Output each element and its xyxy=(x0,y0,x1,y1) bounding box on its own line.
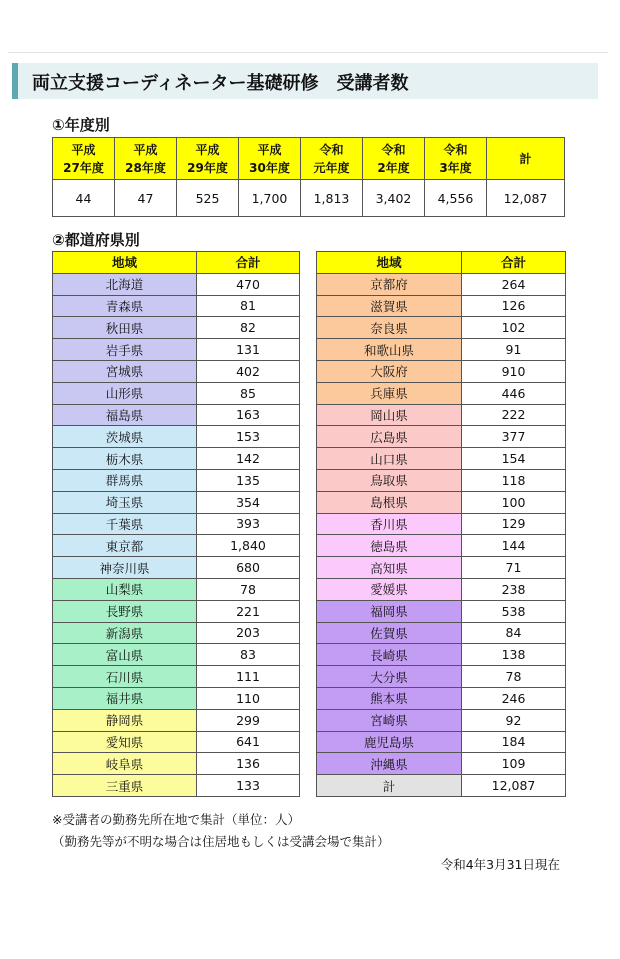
prefecture-name: 愛媛県 xyxy=(317,578,462,600)
prefecture-count: 264 xyxy=(462,273,566,295)
prefecture-name: 神奈川県 xyxy=(53,557,197,579)
prefecture-name: 香川県 xyxy=(317,513,462,535)
prefecture-name: 岐阜県 xyxy=(53,753,197,775)
prefecture-count: 91 xyxy=(462,339,566,361)
prefecture-count: 680 xyxy=(197,557,300,579)
prefecture-row xyxy=(53,469,300,491)
prefecture-count: 85 xyxy=(197,382,300,404)
note-unit: ※受講者の勤務先所在地で集計（単位：人） xyxy=(52,812,300,827)
prefecture-name: 和歌山県 xyxy=(317,339,462,361)
prefecture-row xyxy=(317,448,566,470)
prefecture-count: 299 xyxy=(197,709,300,731)
prefecture-count: 81 xyxy=(197,295,300,317)
prefecture-row xyxy=(317,622,566,644)
prefecture-table-left xyxy=(52,251,300,797)
prefecture-row xyxy=(317,382,566,404)
prefecture-row xyxy=(317,273,566,295)
prefecture-count: 153 xyxy=(197,426,300,448)
prefecture-name: 鳥取県 xyxy=(317,469,462,491)
page-title: 両立支援コーディネーター基礎研修 受講者数 xyxy=(32,73,409,94)
region-header: 地域 xyxy=(53,252,197,274)
prefecture-name: 愛知県 xyxy=(53,731,197,753)
prefecture-row xyxy=(317,317,566,339)
prefecture-count: 135 xyxy=(197,469,300,491)
prefecture-row xyxy=(53,382,300,404)
prefecture-count: 910 xyxy=(462,360,566,382)
prefecture-name: 熊本県 xyxy=(317,687,462,709)
prefecture-name: 岩手県 xyxy=(53,339,197,361)
prefecture-name: 長崎県 xyxy=(317,644,462,666)
prefecture-row xyxy=(53,557,300,579)
year-header-total: 計 xyxy=(487,138,565,180)
prefecture-row xyxy=(317,578,566,600)
prefecture-name: 北海道 xyxy=(53,273,197,295)
prefecture-row xyxy=(53,491,300,513)
prefecture-count: 110 xyxy=(197,687,300,709)
prefecture-name: 茨城県 xyxy=(53,426,197,448)
prefecture-name: 栃木県 xyxy=(53,448,197,470)
prefecture-count: 84 xyxy=(462,622,566,644)
prefecture-count: 538 xyxy=(462,600,566,622)
prefecture-row xyxy=(53,666,300,688)
prefecture-row xyxy=(317,753,566,775)
year-header-r3: 令和 3年度 xyxy=(425,138,487,180)
prefecture-name: 福岡県 xyxy=(317,600,462,622)
prefecture-row xyxy=(53,600,300,622)
prefecture-name: 山梨県 xyxy=(53,578,197,600)
region-header: 地域 xyxy=(317,252,462,274)
prefecture-name: 富山県 xyxy=(53,644,197,666)
prefecture-name: 佐賀県 xyxy=(317,622,462,644)
prefecture-row xyxy=(317,557,566,579)
prefecture-row xyxy=(53,709,300,731)
prefecture-count: 641 xyxy=(197,731,300,753)
prefecture-row xyxy=(53,360,300,382)
prefecture-count: 82 xyxy=(197,317,300,339)
prefecture-row xyxy=(317,666,566,688)
prefecture-name: 奈良県 xyxy=(317,317,462,339)
prefecture-row xyxy=(53,295,300,317)
year-header-h30: 平成 30年度 xyxy=(239,138,301,180)
year-header-h27: 平成 27年度 xyxy=(53,138,115,180)
prefecture-count: 238 xyxy=(462,578,566,600)
prefecture-row xyxy=(53,339,300,361)
prefecture-row xyxy=(53,448,300,470)
prefecture-row xyxy=(53,644,300,666)
prefecture-row xyxy=(317,360,566,382)
prefecture-name: 大阪府 xyxy=(317,360,462,382)
prefecture-name: 島根県 xyxy=(317,491,462,513)
year-table-header-row xyxy=(53,138,565,180)
prefecture-count: 354 xyxy=(197,491,300,513)
prefecture-count: 92 xyxy=(462,709,566,731)
prefecture-count: 184 xyxy=(462,731,566,753)
prefecture-row xyxy=(317,469,566,491)
prefecture-name: 長野県 xyxy=(53,600,197,622)
prefecture-row xyxy=(53,535,300,557)
prefecture-row xyxy=(317,339,566,361)
prefecture-count: 163 xyxy=(197,404,300,426)
prefecture-row xyxy=(317,535,566,557)
prefecture-count: 71 xyxy=(462,557,566,579)
prefecture-count: 109 xyxy=(462,753,566,775)
prefecture-row xyxy=(317,731,566,753)
total-header: 合計 xyxy=(197,252,300,274)
prefecture-count: 1,840 xyxy=(197,535,300,557)
prefecture-name: 徳島県 xyxy=(317,535,462,557)
prefecture-count: 446 xyxy=(462,382,566,404)
prefecture-row xyxy=(317,491,566,513)
prefecture-count: 470 xyxy=(197,273,300,295)
prefecture-row xyxy=(317,513,566,535)
prefecture-count: 129 xyxy=(462,513,566,535)
prefecture-row xyxy=(53,273,300,295)
prefecture-row xyxy=(53,426,300,448)
prefecture-name: 鹿児島県 xyxy=(317,731,462,753)
year-header-r2: 令和 2年度 xyxy=(363,138,425,180)
year-value-h28: 47 xyxy=(115,180,177,217)
prefecture-name: 群馬県 xyxy=(53,469,197,491)
year-table xyxy=(52,137,565,217)
prefecture-count: 131 xyxy=(197,339,300,361)
prefecture-name: 広島県 xyxy=(317,426,462,448)
prefecture-table-header-row xyxy=(53,252,300,274)
prefecture-count: 100 xyxy=(462,491,566,513)
prefecture-count: 111 xyxy=(197,666,300,688)
prefecture-name: 京都府 xyxy=(317,273,462,295)
prefecture-name: 石川県 xyxy=(53,666,197,688)
prefecture-row xyxy=(53,753,300,775)
top-divider xyxy=(8,52,608,53)
prefecture-name: 新潟県 xyxy=(53,622,197,644)
prefecture-row xyxy=(53,687,300,709)
prefecture-row xyxy=(53,578,300,600)
year-table-value-row xyxy=(53,180,565,217)
prefecture-count: 222 xyxy=(462,404,566,426)
prefecture-name: 青森県 xyxy=(53,295,197,317)
prefecture-count: 118 xyxy=(462,469,566,491)
prefecture-row xyxy=(317,426,566,448)
prefecture-table-header-row xyxy=(317,252,566,274)
prefecture-row xyxy=(53,404,300,426)
year-value-h27: 44 xyxy=(53,180,115,217)
prefecture-row xyxy=(317,404,566,426)
prefecture-count: 402 xyxy=(197,360,300,382)
prefecture-row xyxy=(53,622,300,644)
prefecture-count: 136 xyxy=(197,753,300,775)
section-title-by-year: ①年度別 xyxy=(52,116,110,134)
prefecture-row xyxy=(317,295,566,317)
prefecture-count: 83 xyxy=(197,644,300,666)
prefecture-name: 宮城県 xyxy=(53,360,197,382)
prefecture-name: 滋賀県 xyxy=(317,295,462,317)
prefecture-count: 142 xyxy=(197,448,300,470)
prefecture-name: 大分県 xyxy=(317,666,462,688)
prefecture-name: 沖縄県 xyxy=(317,753,462,775)
section-title-by-prefecture: ②都道府県別 xyxy=(52,231,140,249)
prefecture-row xyxy=(317,687,566,709)
prefecture-name: 静岡県 xyxy=(53,709,197,731)
prefecture-row xyxy=(53,317,300,339)
year-value-h29: 525 xyxy=(177,180,239,217)
prefecture-count: 138 xyxy=(462,644,566,666)
year-value-r2: 3,402 xyxy=(363,180,425,217)
prefecture-count: 78 xyxy=(197,578,300,600)
prefecture-count: 203 xyxy=(197,622,300,644)
prefecture-name: 千葉県 xyxy=(53,513,197,535)
prefecture-row xyxy=(53,513,300,535)
prefecture-row xyxy=(317,775,566,797)
prefecture-row xyxy=(53,775,300,797)
prefecture-count: 377 xyxy=(462,426,566,448)
as-of-date: 令和4年3月31日現在 xyxy=(440,857,560,872)
prefecture-name: 福島県 xyxy=(53,404,197,426)
year-value-total: 12,087 xyxy=(487,180,565,217)
prefecture-count: 246 xyxy=(462,687,566,709)
year-header-h28: 平成 28年度 xyxy=(115,138,177,180)
year-value-r3: 4,556 xyxy=(425,180,487,217)
prefecture-name: 宮崎県 xyxy=(317,709,462,731)
prefecture-count: 154 xyxy=(462,448,566,470)
prefecture-name: 山形県 xyxy=(53,382,197,404)
prefecture-name: 岡山県 xyxy=(317,404,462,426)
prefecture-name: 東京都 xyxy=(53,535,197,557)
prefecture-count: 78 xyxy=(462,666,566,688)
prefecture-count: 221 xyxy=(197,600,300,622)
prefecture-row xyxy=(53,731,300,753)
year-header-h29: 平成 29年度 xyxy=(177,138,239,180)
year-value-h30: 1,700 xyxy=(239,180,301,217)
prefecture-count: 393 xyxy=(197,513,300,535)
prefecture-name: 山口県 xyxy=(317,448,462,470)
prefecture-name: 計 xyxy=(317,775,462,797)
prefecture-count: 144 xyxy=(462,535,566,557)
prefecture-name: 埼玉県 xyxy=(53,491,197,513)
note-fallback: （勤務先等が不明な場合は住居地もしくは受講会場で集計） xyxy=(52,834,390,849)
prefecture-name: 三重県 xyxy=(53,775,197,797)
prefecture-name: 福井県 xyxy=(53,687,197,709)
prefecture-row xyxy=(317,600,566,622)
prefecture-name: 高知県 xyxy=(317,557,462,579)
prefecture-count: 133 xyxy=(197,775,300,797)
prefecture-count: 102 xyxy=(462,317,566,339)
year-header-r1: 令和 元年度 xyxy=(301,138,363,180)
prefecture-count: 126 xyxy=(462,295,566,317)
prefecture-count: 12,087 xyxy=(462,775,566,797)
total-header: 合計 xyxy=(462,252,566,274)
prefecture-table-right xyxy=(316,251,566,797)
year-value-r1: 1,813 xyxy=(301,180,363,217)
prefecture-row xyxy=(317,709,566,731)
prefecture-name: 兵庫県 xyxy=(317,382,462,404)
prefecture-name: 秋田県 xyxy=(53,317,197,339)
page-title-bar xyxy=(12,63,598,99)
prefecture-row xyxy=(317,644,566,666)
